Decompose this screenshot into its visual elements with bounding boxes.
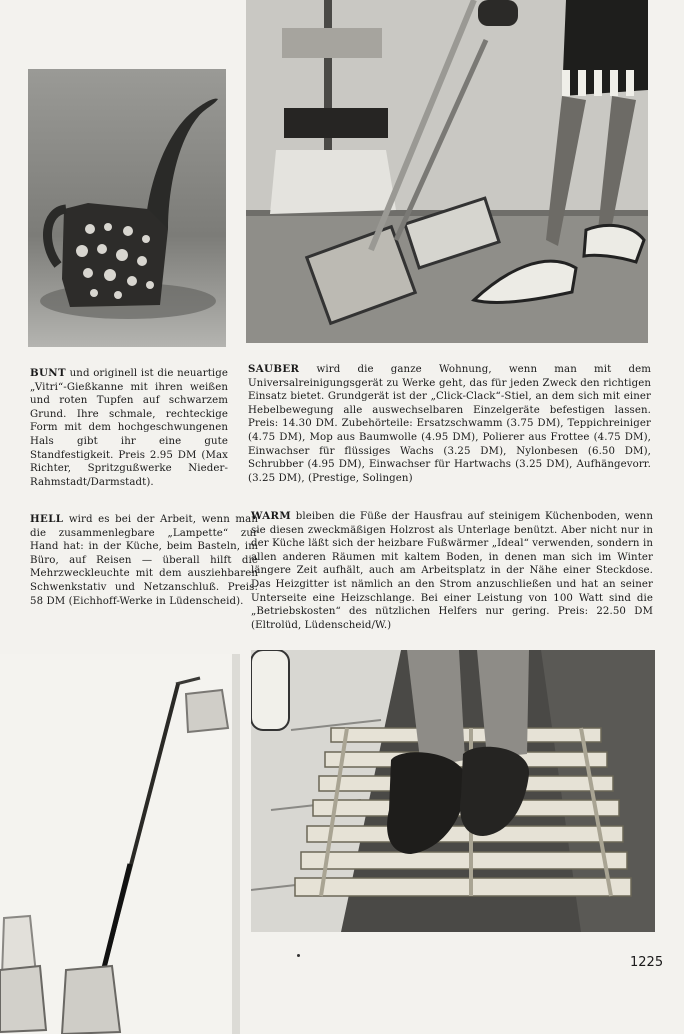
caption-hell-text: wird es bei der Arbeit, wenn man die zusammenlegbare „Lampette“ zur Hand hat: in der Küche, beim Basteln, im Büro, auf Reisen — überall hilft die Mehrzweckleuchte mit dem ausziehbaren Schwenkstativ und Netzanschluß. Preis: 58 DM (Eichhoff-Werke in Lüdenscheid). <box>30 514 258 607</box>
caption-sauber-lead: SAUBER <box>248 363 300 375</box>
lampette-photo <box>0 654 240 1034</box>
caption-bunt-text: und originell ist die neuartige „Vitri“-Gießkanne mit ihren weißen und roten Tupfen auf schwarzem Grund. Ihre schmale, rechteckige Form mit dem hochgeschwungenen Hals gibt ihr eine gute Standfestigkeit. Preis 2.95 DM (Max Richter, Spritzgußwerke Nieder-Rahmstadt/Darmstadt). <box>30 368 228 488</box>
caption-sauber <box>248 363 651 485</box>
page-number: 1225 <box>630 955 664 970</box>
caption-hell <box>30 513 258 608</box>
caption-hell-lead: HELL <box>30 513 64 525</box>
caption-warm-text: bleiben die Füße der Hausfrau auf steinigem Küchenboden, wenn sie diesen zweckmäßigen Holzrost als Unterlage benützt. Aber nicht nur in der Küche läßt sich der heizbare Fußwärmer „Ideal“ verwenden, sondern in allen anderen Räumen mit kaltem Boden, in denen man sich im Winter längere Zeit aufhält, auch am Arbeitsplatz in der Nähe einer Steckdose. Das Heizgitter ist nämlich an den Strom anzuschließen und hat an seiner Unterseite eine Heizschlange. Bei einer Leistung von 100 Watt sind die „Betriebskosten“ des nützlichen Helfers nur gering. Preis: 22.50 DM (Eltrolüd, Lüdenscheid/W.) <box>251 511 653 631</box>
watering-can-photo <box>28 69 226 347</box>
foot-warmer-photo <box>251 650 655 932</box>
caption-bunt-lead: BUNT <box>30 367 66 379</box>
caption-bunt <box>30 367 228 489</box>
page-dot <box>297 954 300 957</box>
caption-warm-lead: WARM <box>251 510 292 522</box>
caption-warm <box>251 510 653 632</box>
cleaning-tools-photo <box>246 0 648 343</box>
caption-sauber-text: wird die ganze Wohnung, wenn man mit dem Universalreinigungsgerät zu Werke geht, das für jeden Zweck den richtigen Einsatz bietet. Grundgerät ist der „Click-Clack“-Stiel, an dem sich mit einer Hebelbewegung alle auswechselbaren Einzelgeräte befestigen lassen. Preis: 14.30 DM. Zubehörteile: Ersatzschwamm (3.75 DM), Teppichreiniger (4.75 DM), Mop aus Baumwolle (4.95 DM), Polierer aus Frottee (4.75 DM), Einwachser für flüssiges Wachs (3.25 DM), Nylonbesen (6.50 DM), Schrubber (4.95 DM), Einwachser für Hartwachs (3.25 DM), Aufhängevorr. (3.25 DM), (Prestige, Solingen) <box>248 364 651 484</box>
